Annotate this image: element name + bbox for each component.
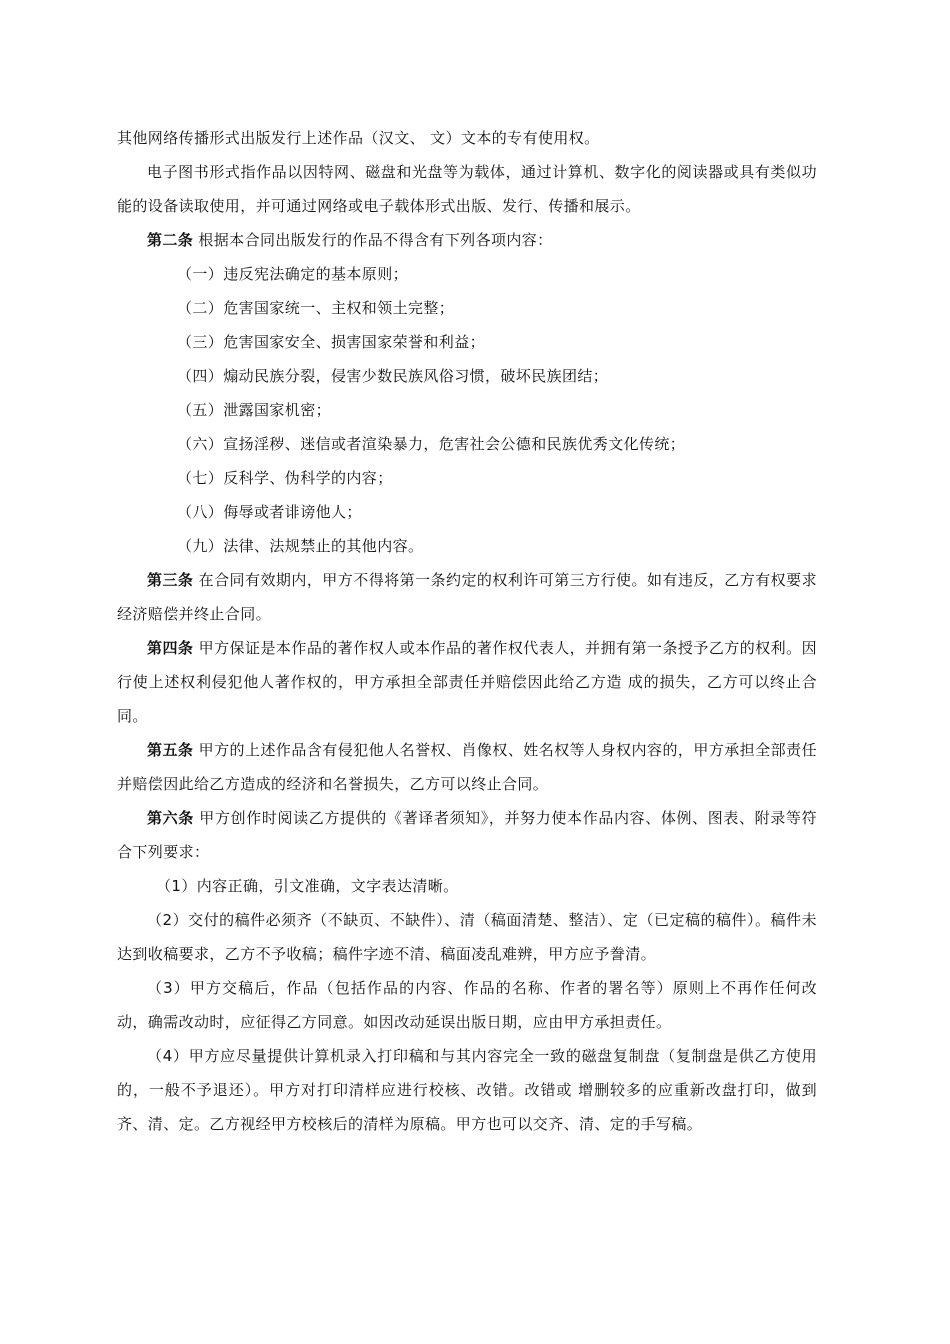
requirement-3: （3）甲方交稿后，作品（包括作品的内容、作品的名称、作者的署名等）原则上不再作任何改动，确需改动时，应征得乙方同意。如因改动延误出版日期，应由甲方承担责任。 bbox=[117, 979, 817, 1031]
article-2-heading: 第二条 bbox=[147, 231, 194, 249]
prohibited-item-7: （七）反科学、伪科学的内容； bbox=[177, 469, 393, 487]
prohibited-item-1: （一）违反宪法确定的基本原则； bbox=[177, 265, 409, 283]
article-6-paragraph bbox=[117, 801, 817, 869]
requirement-1: （1）内容正确，引文准确，文字表达清晰。 bbox=[156, 877, 459, 895]
article-5-paragraph bbox=[117, 733, 817, 801]
article-5-heading: 第五条 bbox=[147, 741, 194, 759]
article-6-text: 甲方创作时阅读乙方提供的《著译者须知》，并努力使本作品内容、体例、图表、附录等符合下列要求： bbox=[117, 809, 817, 861]
article-4-text: 甲方保证是本作品的著作权人或本作品的著作权代表人，并拥有第一条授予乙方的权利。因行使上述权利侵犯他人著作权的，甲方承担全部责任并赔偿因此给乙方造 成的损失，乙方可以终止合同。 bbox=[117, 639, 817, 725]
prohibited-item-9: （九）法律、法规禁止的其他内容。 bbox=[177, 537, 424, 555]
prohibited-item-2: （二）危害国家统一、主权和领土完整； bbox=[177, 299, 455, 317]
article-3-text: 在合同有效期内，甲方不得将第一条约定的权利许可第三方行使。如有违反，乙方有权要求经济赔偿并终止合同。 bbox=[117, 571, 817, 623]
article-2-paragraph bbox=[117, 223, 817, 257]
prohibited-item-5: （五）泄露国家机密； bbox=[177, 401, 332, 419]
prohibited-item-6: （六）宣扬淫秽、迷信或者渲染暴力，危害社会公德和民族优秀文化传统； bbox=[177, 435, 686, 453]
article-4-paragraph bbox=[117, 631, 817, 733]
requirement-4: （4）甲方应尽量提供计算机录入打印稿和与其内容完全一致的磁盘复制盘（复制盘是供乙方使用的，一般不予退还）。甲方对打印清样应进行校核、改错。改错或 增删较多的应重新改盘打印，做到齐、清、定。乙方视经甲方校核后的清样为原稿。甲方也可以交齐、清、定的手写稿。 bbox=[117, 1047, 817, 1133]
prohibited-item-4: （四）煽动民族分裂，侵害少数民族风俗习惯，破坏民族团结； bbox=[177, 367, 609, 385]
contract-body bbox=[117, 121, 817, 1141]
prohibited-item-8: （八）侮辱或者诽谤他人； bbox=[177, 503, 362, 521]
article-3-heading: 第三条 bbox=[147, 571, 194, 589]
article-6-heading: 第六条 bbox=[147, 809, 194, 827]
ebook-definition-paragraph: 电子图书形式指作品以因特网、磁盘和光盘等为载体，通过计算机、数字化的阅读器或具有类似功能的设备读取使用，并可通过网络或电子载体形式出版、发行、传播和展示。 bbox=[117, 163, 817, 215]
article-5-text: 甲方的上述作品含有侵犯他人名誉权、肖像权、姓名权等人身权内容的，甲方承担全部责任并赔偿因此给乙方造成的经济和名誉损失，乙方可以终止合同。 bbox=[117, 741, 817, 793]
prohibited-item-3: （三）危害国家安全、损害国家荣誉和利益； bbox=[177, 333, 486, 351]
article-3-paragraph bbox=[117, 563, 817, 631]
requirement-2: （2）交付的稿件必须齐（不缺页、不缺件）、清（稿面清楚、整洁）、定（已定稿的稿件）。稿件未达到收稿要求，乙方不予收稿；稿件字迹不清、稿面凌乱难辨，甲方应予誊清。 bbox=[117, 911, 817, 963]
intro-paragraph: 其他网络传播形式出版发行上述作品（汉文、 文）文本的专有使用权。 bbox=[117, 129, 600, 147]
article-2-text: 根据本合同出版发行的作品不得含有下列各项内容： bbox=[193, 231, 553, 249]
article-4-heading: 第四条 bbox=[147, 639, 194, 657]
